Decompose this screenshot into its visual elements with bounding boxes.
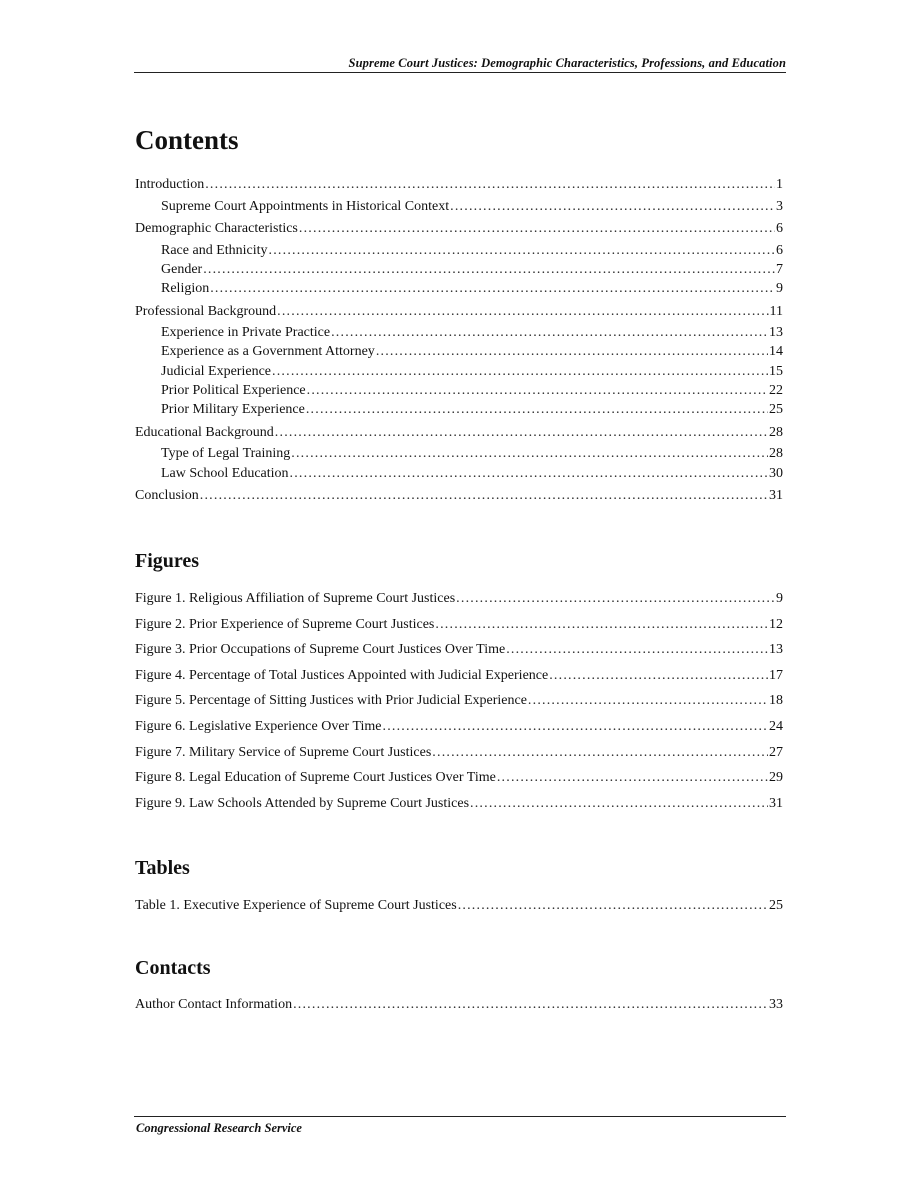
dot-leader bbox=[277, 303, 768, 321]
figures-heading: Figures bbox=[135, 550, 200, 572]
toc-entry-label: Educational Background bbox=[135, 424, 274, 440]
toc-entry-label: Introduction bbox=[135, 177, 205, 192]
toc-entry-page-number: 12 bbox=[769, 616, 783, 632]
toc-entry-page-number: 28 bbox=[769, 424, 783, 440]
dot-leader bbox=[549, 667, 768, 685]
dot-leader bbox=[293, 996, 768, 1014]
contacts-heading: Contacts bbox=[135, 957, 211, 979]
toc-entry-page-number: 25 bbox=[769, 898, 783, 913]
toc-entry[interactable] bbox=[161, 382, 783, 400]
toc-entry[interactable] bbox=[135, 769, 783, 787]
toc-entry[interactable] bbox=[135, 996, 783, 1014]
dot-leader bbox=[376, 343, 768, 361]
toc-entry-label: Type of Legal Training bbox=[161, 446, 291, 462]
toc-entry-label: Race and Ethnicity bbox=[161, 242, 268, 258]
toc-entry[interactable] bbox=[135, 744, 783, 762]
toc-entry-label: Figure 3. Prior Occupations of Supreme Court Justices Over Time bbox=[135, 642, 506, 658]
dot-leader bbox=[291, 445, 768, 463]
toc-entry[interactable] bbox=[161, 324, 783, 342]
dot-leader bbox=[435, 616, 768, 634]
toc-entry-page-number: 31 bbox=[769, 488, 783, 504]
toc-entry-page-number: 9 bbox=[776, 591, 783, 606]
toc-entry[interactable] bbox=[135, 590, 783, 608]
toc-entry-page-number: 25 bbox=[769, 402, 783, 418]
toc-entry-page-number: 31 bbox=[769, 795, 783, 811]
toc-entry[interactable] bbox=[135, 176, 783, 194]
toc-entry-page-number: 6 bbox=[776, 242, 783, 258]
dot-leader bbox=[299, 220, 775, 238]
dot-leader bbox=[205, 176, 775, 194]
toc-entry-label: Judicial Experience bbox=[161, 363, 272, 379]
toc-entry[interactable] bbox=[135, 303, 783, 321]
toc-entry-page-number: 3 bbox=[776, 198, 783, 214]
dot-leader bbox=[306, 401, 768, 419]
toc-entry[interactable] bbox=[161, 363, 783, 381]
toc-entry[interactable] bbox=[135, 718, 783, 736]
toc-entry[interactable] bbox=[161, 261, 783, 279]
toc-entry-page-number: 33 bbox=[769, 997, 783, 1012]
toc-entry-page-number: 17 bbox=[769, 667, 783, 683]
dot-leader bbox=[275, 424, 768, 442]
toc-entry-label: Figure 9. Law Schools Attended by Supreme Court Justices bbox=[135, 795, 470, 811]
toc-entry-label: Prior Political Experience bbox=[161, 383, 306, 398]
toc-entry[interactable] bbox=[135, 692, 783, 710]
toc-entry-label: Gender bbox=[161, 261, 203, 277]
toc-entry[interactable] bbox=[135, 220, 783, 238]
header-rule bbox=[134, 72, 786, 73]
toc-entry-page-number: 13 bbox=[769, 642, 783, 658]
dot-leader bbox=[383, 718, 769, 736]
toc-entry-label: Supreme Court Appointments in Historical Context bbox=[161, 198, 450, 214]
toc-entry-label: Figure 2. Prior Experience of Supreme Court Justices bbox=[135, 616, 435, 632]
toc-entry[interactable] bbox=[135, 641, 783, 659]
toc-entry-label: Author Contact Information bbox=[135, 997, 293, 1012]
dot-leader bbox=[272, 363, 768, 381]
dot-leader bbox=[307, 382, 768, 400]
toc-entry[interactable] bbox=[135, 897, 783, 915]
footer-rule bbox=[134, 1116, 786, 1117]
toc-entry-page-number: 13 bbox=[769, 325, 783, 341]
toc-entry-page-number: 24 bbox=[769, 719, 783, 734]
contents-heading: Contents bbox=[135, 125, 239, 155]
toc-entry-label: Table 1. Executive Experience of Supreme Court Justices bbox=[135, 898, 457, 913]
toc-entry-page-number: 22 bbox=[769, 383, 783, 398]
dot-leader bbox=[269, 242, 775, 260]
toc-entry-label: Professional Background bbox=[135, 303, 277, 319]
toc-entry-label: Conclusion bbox=[135, 488, 199, 504]
toc-entry-label: Figure 4. Percentage of Total Justices Appointed with Judicial Experience bbox=[135, 667, 549, 683]
toc-entry[interactable] bbox=[135, 487, 783, 505]
toc-entry-page-number: 14 bbox=[769, 344, 783, 360]
toc-entry-label: Demographic Characteristics bbox=[135, 221, 298, 236]
toc-entry[interactable] bbox=[161, 401, 783, 419]
toc-entry[interactable] bbox=[135, 424, 783, 442]
toc-entry-label: Law School Education bbox=[161, 465, 289, 481]
toc-entry-page-number: 1 bbox=[776, 177, 783, 192]
toc-entry-label: Figure 5. Percentage of Sitting Justices with Prior Judicial Experience bbox=[135, 693, 527, 709]
running-footer: Congressional Research Service bbox=[136, 1121, 302, 1135]
toc-entry-label: Religion bbox=[161, 281, 210, 297]
dot-leader bbox=[432, 744, 768, 762]
toc-entry-label: Figure 7. Military Service of Supreme Court Justices bbox=[135, 744, 432, 760]
toc-entry[interactable] bbox=[135, 616, 783, 634]
toc-entry-page-number: 29 bbox=[769, 770, 783, 786]
toc-entry-page-number: 11 bbox=[769, 303, 783, 319]
toc-entry[interactable] bbox=[161, 280, 783, 298]
dot-leader bbox=[200, 487, 768, 505]
dot-leader bbox=[528, 692, 768, 710]
tables-heading: Tables bbox=[135, 857, 190, 879]
toc-entry-label: Figure 6. Legislative Experience Over Time bbox=[135, 719, 382, 734]
toc-entry-page-number: 27 bbox=[769, 744, 783, 760]
toc-entry-page-number: 18 bbox=[769, 693, 783, 709]
toc-entry-page-number: 30 bbox=[769, 465, 783, 481]
toc-entry-label: Figure 8. Legal Education of Supreme Court Justices Over Time bbox=[135, 770, 496, 786]
toc-entry[interactable] bbox=[161, 465, 783, 483]
toc-entry-page-number: 6 bbox=[776, 221, 783, 236]
dot-leader bbox=[331, 324, 768, 342]
dot-leader bbox=[456, 590, 775, 608]
dot-leader bbox=[458, 897, 768, 915]
dot-leader bbox=[290, 465, 768, 483]
toc-entry[interactable] bbox=[135, 795, 783, 813]
dot-leader bbox=[450, 198, 775, 216]
toc-entry-label: Prior Military Experience bbox=[161, 402, 305, 418]
toc-entry-label: Experience in Private Practice bbox=[161, 325, 331, 341]
dot-leader bbox=[497, 769, 768, 787]
toc-entry[interactable] bbox=[135, 667, 783, 685]
toc-entry-label: Figure 1. Religious Affiliation of Supreme Court Justices bbox=[135, 591, 456, 606]
dot-leader bbox=[203, 261, 775, 279]
toc-entry-page-number: 9 bbox=[776, 281, 783, 297]
toc-entry[interactable] bbox=[161, 343, 783, 361]
toc-entry[interactable] bbox=[161, 242, 783, 260]
dot-leader bbox=[506, 641, 768, 659]
toc-entry-label: Experience as a Government Attorney bbox=[161, 344, 375, 360]
dot-leader bbox=[210, 280, 775, 298]
toc-entry[interactable] bbox=[161, 445, 783, 463]
running-header: Supreme Court Justices: Demographic Characteristics, Professions, and Education bbox=[348, 56, 786, 70]
dot-leader bbox=[470, 795, 768, 813]
toc-entry-page-number: 15 bbox=[769, 363, 783, 379]
toc-entry-page-number: 7 bbox=[776, 261, 783, 277]
toc-entry[interactable] bbox=[161, 198, 783, 216]
toc-entry-page-number: 28 bbox=[769, 446, 783, 462]
